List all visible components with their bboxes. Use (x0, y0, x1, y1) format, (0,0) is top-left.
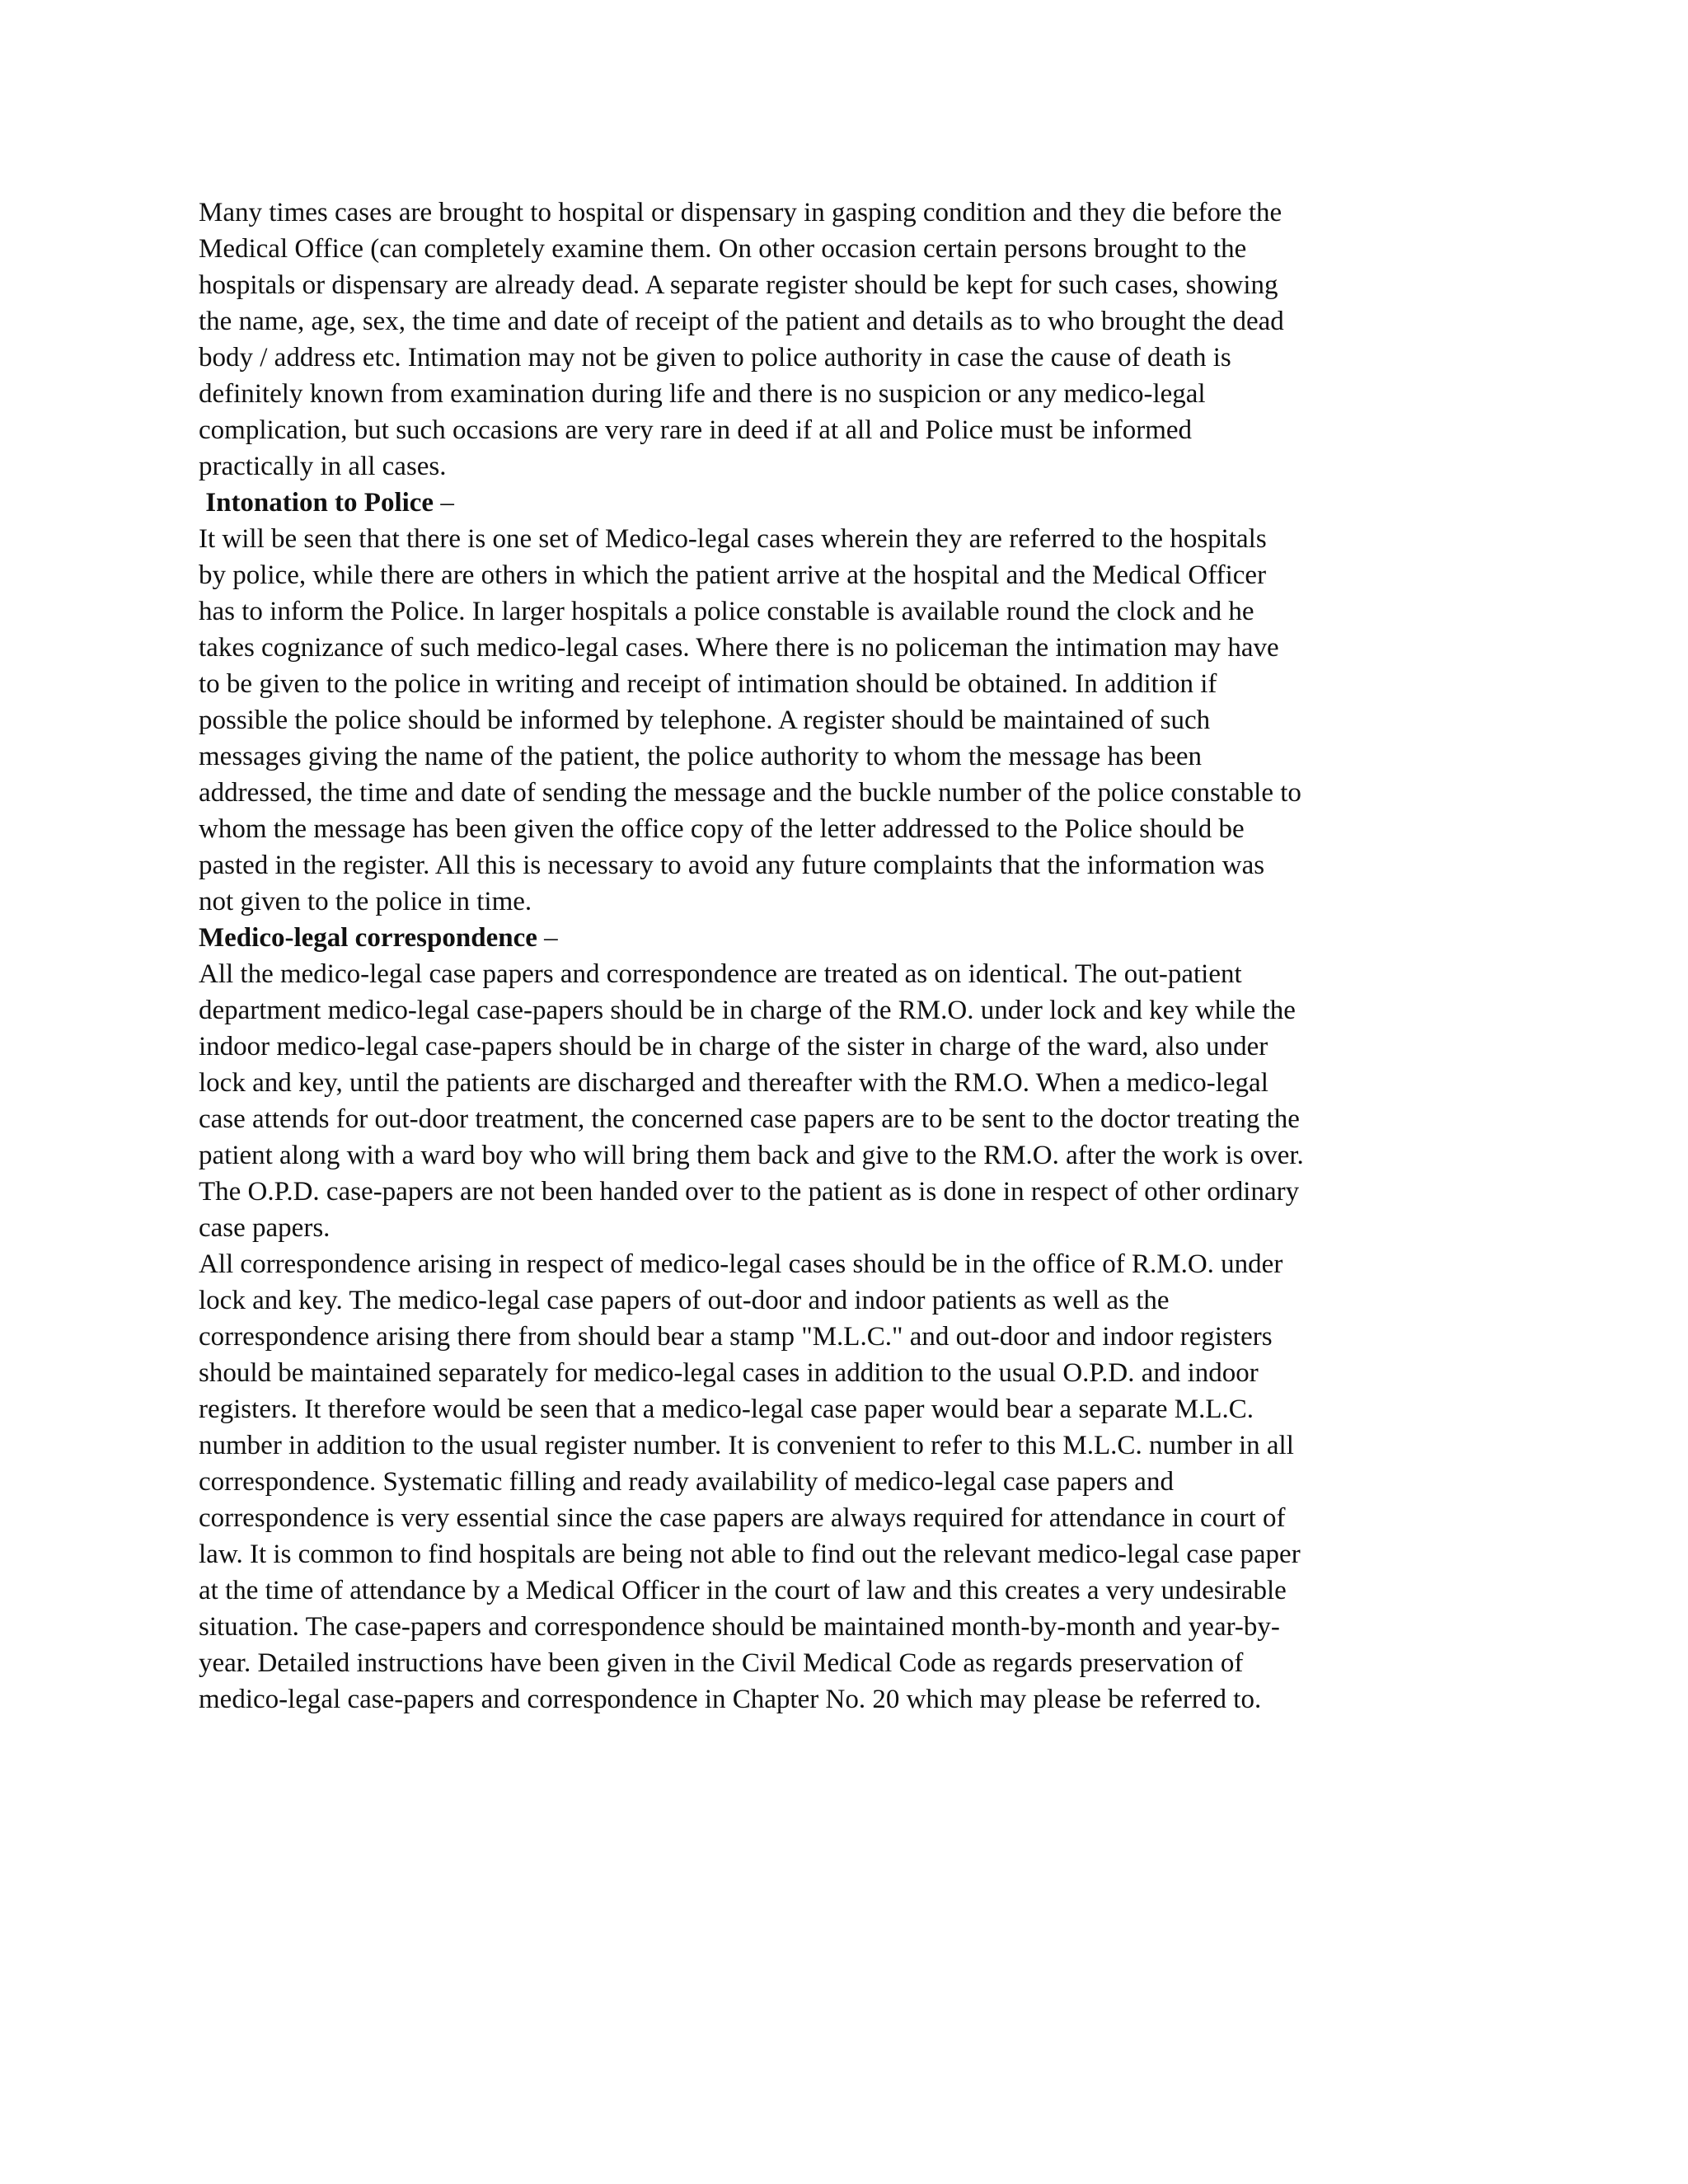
text-line: takes cognizance of such medico-legal cases. Where there is no policeman the intimation may have (199, 633, 1279, 663)
text-line: should be maintained separately for medico-legal cases in addition to the usual O.P.D. and indoor (199, 1358, 1259, 1388)
text-line: lock and key. The medico-legal case papers of out-door and indoor patients as well as the (199, 1286, 1170, 1315)
text-line: pasted in the register. All this is necessary to avoid any future complaints that the information was (199, 851, 1265, 880)
paragraph-police-intimation (199, 521, 1501, 920)
text-line: not given to the police in time. (199, 887, 532, 916)
text-line: It will be seen that there is one set of Medico-legal cases wherein they are referred to the hospitals (199, 524, 1267, 554)
heading-dash: – (434, 488, 454, 518)
text-line: practically in all cases. (199, 452, 447, 481)
text-line: year. Detailed instructions have been given in the Civil Medical Code as regards preservation of (199, 1648, 1244, 1678)
text-line: law. It is common to find hospitals are being not able to find out the relevant medico-legal case paper (199, 1540, 1301, 1569)
paragraph-case-papers (199, 956, 1501, 1246)
text-line: at the time of attendance by a Medical Officer in the court of law and this creates a very undesirable (199, 1576, 1287, 1605)
section-heading-medico-legal-correspondence (199, 920, 1501, 956)
text-line: number in addition to the usual register number. It is convenient to refer to this M.L.C. number in all (199, 1431, 1294, 1460)
text-line: case attends for out-door treatment, the concerned case papers are to be sent to the doctor treating the (199, 1104, 1300, 1134)
text-line: department medico-legal case-papers should be in charge of the RM.O. under lock and key while the (199, 996, 1296, 1025)
text-line: addressed, the time and date of sending the message and the buckle number of the police constable to (199, 778, 1301, 808)
text-line: medico-legal case-papers and correspondence in Chapter No. 20 which may please be referred to. (199, 1685, 1262, 1714)
text-line: by police, while there are others in which the patient arrive at the hospital and the Medical Officer (199, 560, 1267, 590)
text-line: case papers. (199, 1213, 331, 1243)
text-line: correspondence arising there from should bear a stamp "M.L.C." and out-door and indoor registers (199, 1322, 1273, 1352)
text-line: possible the police should be informed by telephone. A register should be maintained of such (199, 705, 1211, 735)
paragraph-hospital-deaths (199, 194, 1501, 485)
document-body (199, 194, 1501, 1718)
text-line: messages giving the name of the patient, the police authority to whom the message has been (199, 742, 1203, 771)
paragraph-correspondence (199, 1246, 1501, 1718)
text-line: All correspondence arising in respect of medico-legal cases should be in the office of R.M.O. under (199, 1249, 1283, 1279)
heading-text: Medico-legal correspondence (199, 923, 537, 953)
text-line: to be given to the police in writing and receipt of intimation should be obtained. In addition if (199, 669, 1217, 699)
text-line: patient along with a ward boy who will bring them back and give to the RM.O. after the work is over. (199, 1141, 1304, 1170)
text-line: correspondence is very essential since the case papers are always required for attendance in court of (199, 1503, 1286, 1533)
text-line: lock and key, until the patients are discharged and thereafter with the RM.O. When a medico-legal (199, 1068, 1268, 1098)
text-line: indoor medico-legal case-papers should be in charge of the sister in charge of the ward, also under (199, 1032, 1268, 1062)
text-line: the name, age, sex, the time and date of receipt of the patient and details as to who brought the dead (199, 307, 1284, 336)
text-line: registers. It therefore would be seen that a medico-legal case paper would bear a separate M.L.C. (199, 1394, 1254, 1424)
text-line: definitely known from examination during life and there is no suspicion or any medico-legal (199, 379, 1206, 409)
heading-dash: – (537, 923, 558, 953)
text-line: correspondence. Systematic filling and ready availability of medico-legal case papers and (199, 1467, 1174, 1497)
text-line: whom the message has been given the office copy of the letter addressed to the Police should be (199, 814, 1245, 844)
text-line: Medical Office (can completely examine them. On other occasion certain persons brought to the (199, 234, 1247, 264)
heading-text: Intonation to Police (205, 488, 434, 518)
text-line: Many times cases are brought to hospital or dispensary in gasping condition and they die before the (199, 198, 1282, 227)
text-line: situation. The case-papers and correspondence should be maintained month-by-month and year-by- (199, 1612, 1280, 1642)
section-heading-intonation-to-police (199, 485, 1501, 521)
text-line: complication, but such occasions are very rare in deed if at all and Police must be informed (199, 415, 1193, 445)
text-line: body / address etc. Intimation may not be given to police authority in case the cause of death is (199, 343, 1231, 373)
text-line: All the medico-legal case papers and correspondence are treated as on identical. The out-patient (199, 959, 1242, 989)
text-line: has to inform the Police. In larger hospitals a police constable is available round the clock and he (199, 597, 1254, 626)
text-line: hospitals or dispensary are already dead. A separate register should be kept for such cases, showing (199, 270, 1278, 300)
text-line: The O.P.D. case-papers are not been handed over to the patient as is done in respect of other ordinary (199, 1177, 1300, 1207)
